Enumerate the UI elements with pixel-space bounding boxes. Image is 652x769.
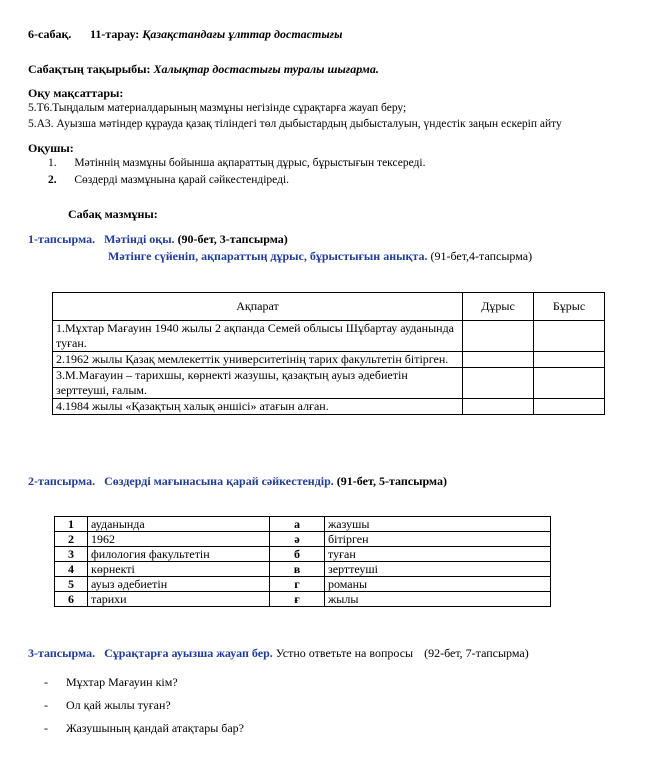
question-item: [44, 675, 178, 690]
row-number: 5: [55, 577, 88, 592]
task3-ref: (92-бет, 7-тапсырма): [424, 646, 529, 660]
table-row: [55, 532, 551, 547]
word-cell: ауыз әдебиетін: [88, 577, 270, 592]
task2-instruction: Сөздерді мағынасына қарай сәйкестендір.: [104, 474, 334, 488]
info-cell: 2.1962 жылы Қазақ мемлекеттік университетінің тарих факультетін бітірген.: [53, 352, 463, 368]
word-cell: 1962: [88, 532, 270, 547]
goal-item: 5.Т6.Тыңдалым материалдарының мазмұны негізінде сұрақтарға жауап беру;: [28, 102, 407, 114]
content-title: Сабақ мазмұны:: [68, 207, 158, 221]
task1-instruction: Мәтінді оқы.: [104, 232, 175, 246]
task2-ref: (91-бет, 5-тапсырма): [336, 474, 448, 488]
match-cell: жазушы: [325, 517, 551, 532]
student-label: Оқушы:: [28, 141, 74, 155]
task1-subheading: [108, 249, 532, 264]
matching-table: [54, 516, 551, 607]
lesson-number: 6-сабақ.: [28, 27, 72, 41]
true-cell[interactable]: [463, 321, 534, 352]
topic-title: Халықтар достастығы туралы шығарма.: [153, 62, 379, 76]
table-row: [53, 352, 605, 368]
word-cell: көрнекті: [88, 562, 270, 577]
letter-cell: б: [270, 547, 325, 562]
question-item: [44, 721, 244, 736]
table-row: [53, 321, 605, 352]
letter-cell: ғ: [270, 592, 325, 607]
table-row: [55, 577, 551, 592]
column-header-true: Дұрыс: [463, 293, 534, 321]
topic-label: Сабақтың тақырыбы:: [28, 62, 151, 76]
row-number: 4: [55, 562, 88, 577]
task2-label: 2-тапсырма.: [28, 474, 96, 488]
column-header-info: Ақпарат: [53, 293, 463, 321]
match-cell: бітірген: [325, 532, 551, 547]
info-table: [52, 292, 605, 415]
task3-heading: [28, 646, 529, 661]
task1-sub-instruction: Мәтінге сүйеніп, ақпараттың дұрыс, бұрыстығын анықта.: [108, 249, 428, 263]
true-cell[interactable]: [463, 352, 534, 368]
true-cell[interactable]: [463, 368, 534, 399]
row-number: 2: [55, 532, 88, 547]
student-item-text: Сөздерді мазмұнына қарай сәйкестендіреді.: [74, 174, 290, 186]
false-cell[interactable]: [534, 399, 605, 415]
word-cell: филология факультетін: [88, 547, 270, 562]
section-heading: [90, 27, 342, 42]
task1-heading: [28, 232, 288, 247]
student-item-num: 1.: [48, 157, 57, 169]
info-cell: 1.Мұхтар Мағауин 1940 жылы 2 ақпанда Семей облысы Шұбартау ауданында туған.: [53, 321, 463, 352]
section-label: 11-тарау:: [90, 27, 140, 41]
student-item-text: Мәтіннің мазмұны бойынша ақпараттың дұрыс, бұрыстығын тексереді.: [74, 157, 426, 169]
question-text: Жазушының қандай атақтары бар?: [66, 721, 245, 735]
student-item: [48, 174, 289, 186]
match-cell: романы: [325, 577, 551, 592]
letter-cell: г: [270, 577, 325, 592]
false-cell[interactable]: [534, 352, 605, 368]
task1-sub-ref: (91-бет,4-тапсырма): [430, 249, 533, 263]
match-cell: зерттеуші: [325, 562, 551, 577]
row-number: 6: [55, 592, 88, 607]
table-row: [53, 368, 605, 399]
task3-instruction: Сұрақтарға ауызша жауап бер.: [104, 646, 273, 660]
task1-ref: (90-бет, 3-тапсырма): [177, 232, 288, 246]
info-cell: 3.М.Мағауин – тарихшы, көрнекті жазушы, қазақтың ауыз әдебиетін зерттеуші, ғалым.: [53, 368, 463, 399]
question-text: Ол қай жылы туған?: [66, 698, 171, 712]
table-header-row: [53, 293, 605, 321]
task3-label: 3-тапсырма.: [28, 646, 96, 660]
match-cell: туған: [325, 547, 551, 562]
word-cell: тарихи: [88, 592, 270, 607]
row-number: 1: [55, 517, 88, 532]
letter-cell: ә: [270, 532, 325, 547]
task2-heading: [28, 474, 447, 489]
lesson-topic: [28, 62, 379, 77]
bullet-dash: -: [44, 698, 48, 712]
goals-label: Оқу мақсаттары:: [28, 86, 124, 100]
row-number: 3: [55, 547, 88, 562]
bullet-dash: -: [44, 675, 48, 689]
false-cell[interactable]: [534, 321, 605, 352]
table-row: [55, 592, 551, 607]
table-row: [53, 399, 605, 415]
true-cell[interactable]: [463, 399, 534, 415]
bullet-dash: -: [44, 721, 48, 735]
task1-label: 1-тапсырма.: [28, 232, 96, 246]
table-row: [55, 547, 551, 562]
question-item: [44, 698, 171, 713]
table-row: [55, 562, 551, 577]
student-item: [48, 157, 425, 169]
section-title: Қазақстандағы ұлттар достастығы: [142, 27, 343, 41]
task3-extra: Устно ответьте на вопросы: [275, 646, 414, 660]
goal-item: 5.А3. Ауызша мәтіндер құрауда қазақ тіліндегі төл дыбыстардың дыбысталуын, үндестік заңын ескеріп айту: [28, 118, 562, 130]
student-item-num: 2.: [48, 174, 57, 186]
info-cell: 4.1984 жылы «Қазақтың халық әншісі» атағын алған.: [53, 399, 463, 415]
table-row: [55, 517, 551, 532]
false-cell[interactable]: [534, 368, 605, 399]
question-text: Мұхтар Мағауин кім?: [66, 675, 178, 689]
column-header-false: Бұрыс: [534, 293, 605, 321]
letter-cell: а: [270, 517, 325, 532]
match-cell: жылы: [325, 592, 551, 607]
letter-cell: в: [270, 562, 325, 577]
word-cell: ауданында: [88, 517, 270, 532]
